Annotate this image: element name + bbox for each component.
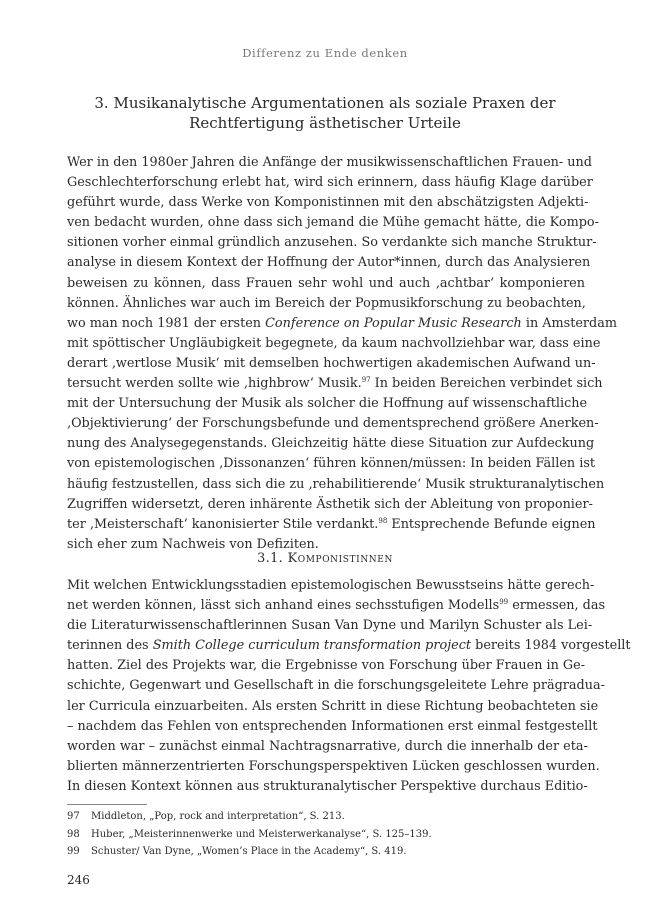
text-line: tersucht werden sollte wie ‚highbrow‘ Musik.$^{97}$ In beiden Bereichen verbindet sich <box>67 376 603 392</box>
page-number: 246 <box>67 873 90 887</box>
section-heading <box>0 551 650 566</box>
text-line: Geschlechterforschung erlebt hat, wird sich erinnern, dass häufig Klage darüber <box>67 175 593 191</box>
text-line: analyse in diesem Kontext der Hoffnung der Autor*innen, durch das Analysieren <box>67 255 591 271</box>
body-paragraph-2 <box>67 576 631 797</box>
section-title: Komponistinnen <box>287 551 393 566</box>
text-line: Mit welchen Entwicklungsstadien epistemologischen Bewusstseins hätte gerech- <box>67 578 595 593</box>
footnote <box>67 808 585 826</box>
footnotes <box>67 808 585 861</box>
footnote <box>67 843 585 861</box>
text-line: schichte, Gegenwart und Gesellschaft in die forschungsgeleitete Lehre prägradua- <box>67 678 605 694</box>
text-line: derart ‚wertlose Musik‘ mit demselben hochwertigen akademischen Aufwand un- <box>67 355 596 371</box>
text-line: ler Curricula einzuarbeiten. Als ersten Schritt in diese Richtung beobachteten sie <box>67 698 599 714</box>
footnote-text: Huber, „Meisterinnenwerke und Meisterwerkanalyse“, S. 125–139. <box>91 828 432 840</box>
chapter-title-line: Rechtfertigung ästhetischer Urteile <box>189 114 461 132</box>
text-line: – nachdem das Fehlen von entsprechenden Informationen erst einmal festgestellt <box>67 718 598 734</box>
footnote-text: Schuster/ Van Dyne, „Women’s Place in the Academy“, S. 419. <box>91 846 407 857</box>
section-number: 3.1. <box>257 551 284 566</box>
body-paragraph-1 <box>67 153 617 555</box>
footnote-reference[interactable]: 98 <box>378 516 388 525</box>
text-line: hatten. Ziel des Projekts war, die Ergebnisse von Forschung über Frauen in Ge- <box>67 658 586 674</box>
text-line: nung des Analysegegenstands. Gleichzeitig hätte diese Situation zur Aufdeckung <box>67 436 595 452</box>
footnote-separator <box>67 804 147 805</box>
footnote-reference[interactable]: 97 <box>361 376 371 385</box>
chapter-title <box>70 93 580 133</box>
text-line: sich eher zum Nachweis von Defiziten. <box>67 536 319 552</box>
text-line: Zugriffen widersetzt, deren inhärente Ästhetik sich der Ableitung von proponier- <box>67 496 593 512</box>
text-line: beweisen zu können, dass Frauen sehr wohl und auch ‚achtbar‘ komponieren <box>67 275 585 291</box>
text-line: die Literaturwissenschaftlerinnen Susan Van Dyne und Marilyn Schuster als Lei- <box>67 618 593 634</box>
footnote <box>67 826 585 844</box>
footnote-number: 98 <box>67 828 80 840</box>
footnote-number: 97 <box>67 811 80 822</box>
running-head: Differenz zu Ende denken <box>242 46 408 60</box>
text-line: sitionen vorher einmal gründlich anzusehen. So verdankte sich manche Struktur- <box>67 235 597 251</box>
text-line: häufig festzustellen, dass sich die zu ‚rehabilitierende‘ Musik strukturanalytischen <box>67 476 605 492</box>
text-line: terinnen des Smith College curriculum transformation project bereits 1984 vorgestellt <box>67 638 631 654</box>
text-line: mit der Untersuchung der Musik als solcher die Hoffnung auf wissenschaftliche <box>67 396 588 412</box>
text-line: geführt wurde, dass Werke von Komponistinnen mit den abschätzigsten Adjekti- <box>67 195 589 211</box>
text-line: wo man noch 1981 der ersten Conference on Popular Music Research in Amsterdam <box>67 315 617 331</box>
footnote-number: 99 <box>67 846 80 857</box>
text-line: In diesen Kontext können aus strukturanalytischer Perspektive durchaus Editio- <box>67 778 588 794</box>
italic-title: Smith College curriculum transformation project <box>152 638 472 654</box>
text-line: ‚Objektivierung‘ der Forschungsbefunde und dementsprechend größere Anerken- <box>67 416 599 432</box>
footnote-reference[interactable]: 99 <box>499 598 509 607</box>
text-line: können. Ähnliches war auch im Bereich der Popmusikforschung zu beobachten, <box>67 295 586 311</box>
text-line: Wer in den 1980er Jahren die Anfänge der musikwissenschaftlichen Frauen- und <box>67 155 592 170</box>
text-line: ter ‚Meisterschaft‘ kanonisierter Stile verdankt.$^{98}$ Entsprechende Befunde eignen <box>67 516 596 532</box>
text-line: blierten männerzentrierten Forschungsperspektiven Lücken geschlossen wurden. <box>67 758 600 774</box>
chapter-title-line: 3. Musikanalytische Argumentationen als soziale Praxen der <box>94 94 556 112</box>
text-line: ven bedacht wurden, ohne dass sich jemand die Mühe gemacht hätte, die Kompo- <box>67 215 599 231</box>
text-line: von epistemologischen ‚Dissonanzen‘ führen können/müssen: In beiden Fällen ist <box>67 456 596 472</box>
text-line: worden war – zunächst einmal Nachtragsnarrative, durch die innerhalb der eta- <box>67 738 588 754</box>
italic-title: Conference on Popular Music Research <box>265 315 522 331</box>
footnote-text: Middleton, „Pop, rock and interpretation“, S. 213. <box>91 811 345 822</box>
text-line: net werden können, lässt sich anhand eines sechsstufigen Modells$^{99}$ ermessen, das <box>67 598 606 614</box>
text-line: mit spöttischer Ungläubigkeit begegnete, da kaum nachvollziehbar war, dass eine <box>67 335 601 351</box>
